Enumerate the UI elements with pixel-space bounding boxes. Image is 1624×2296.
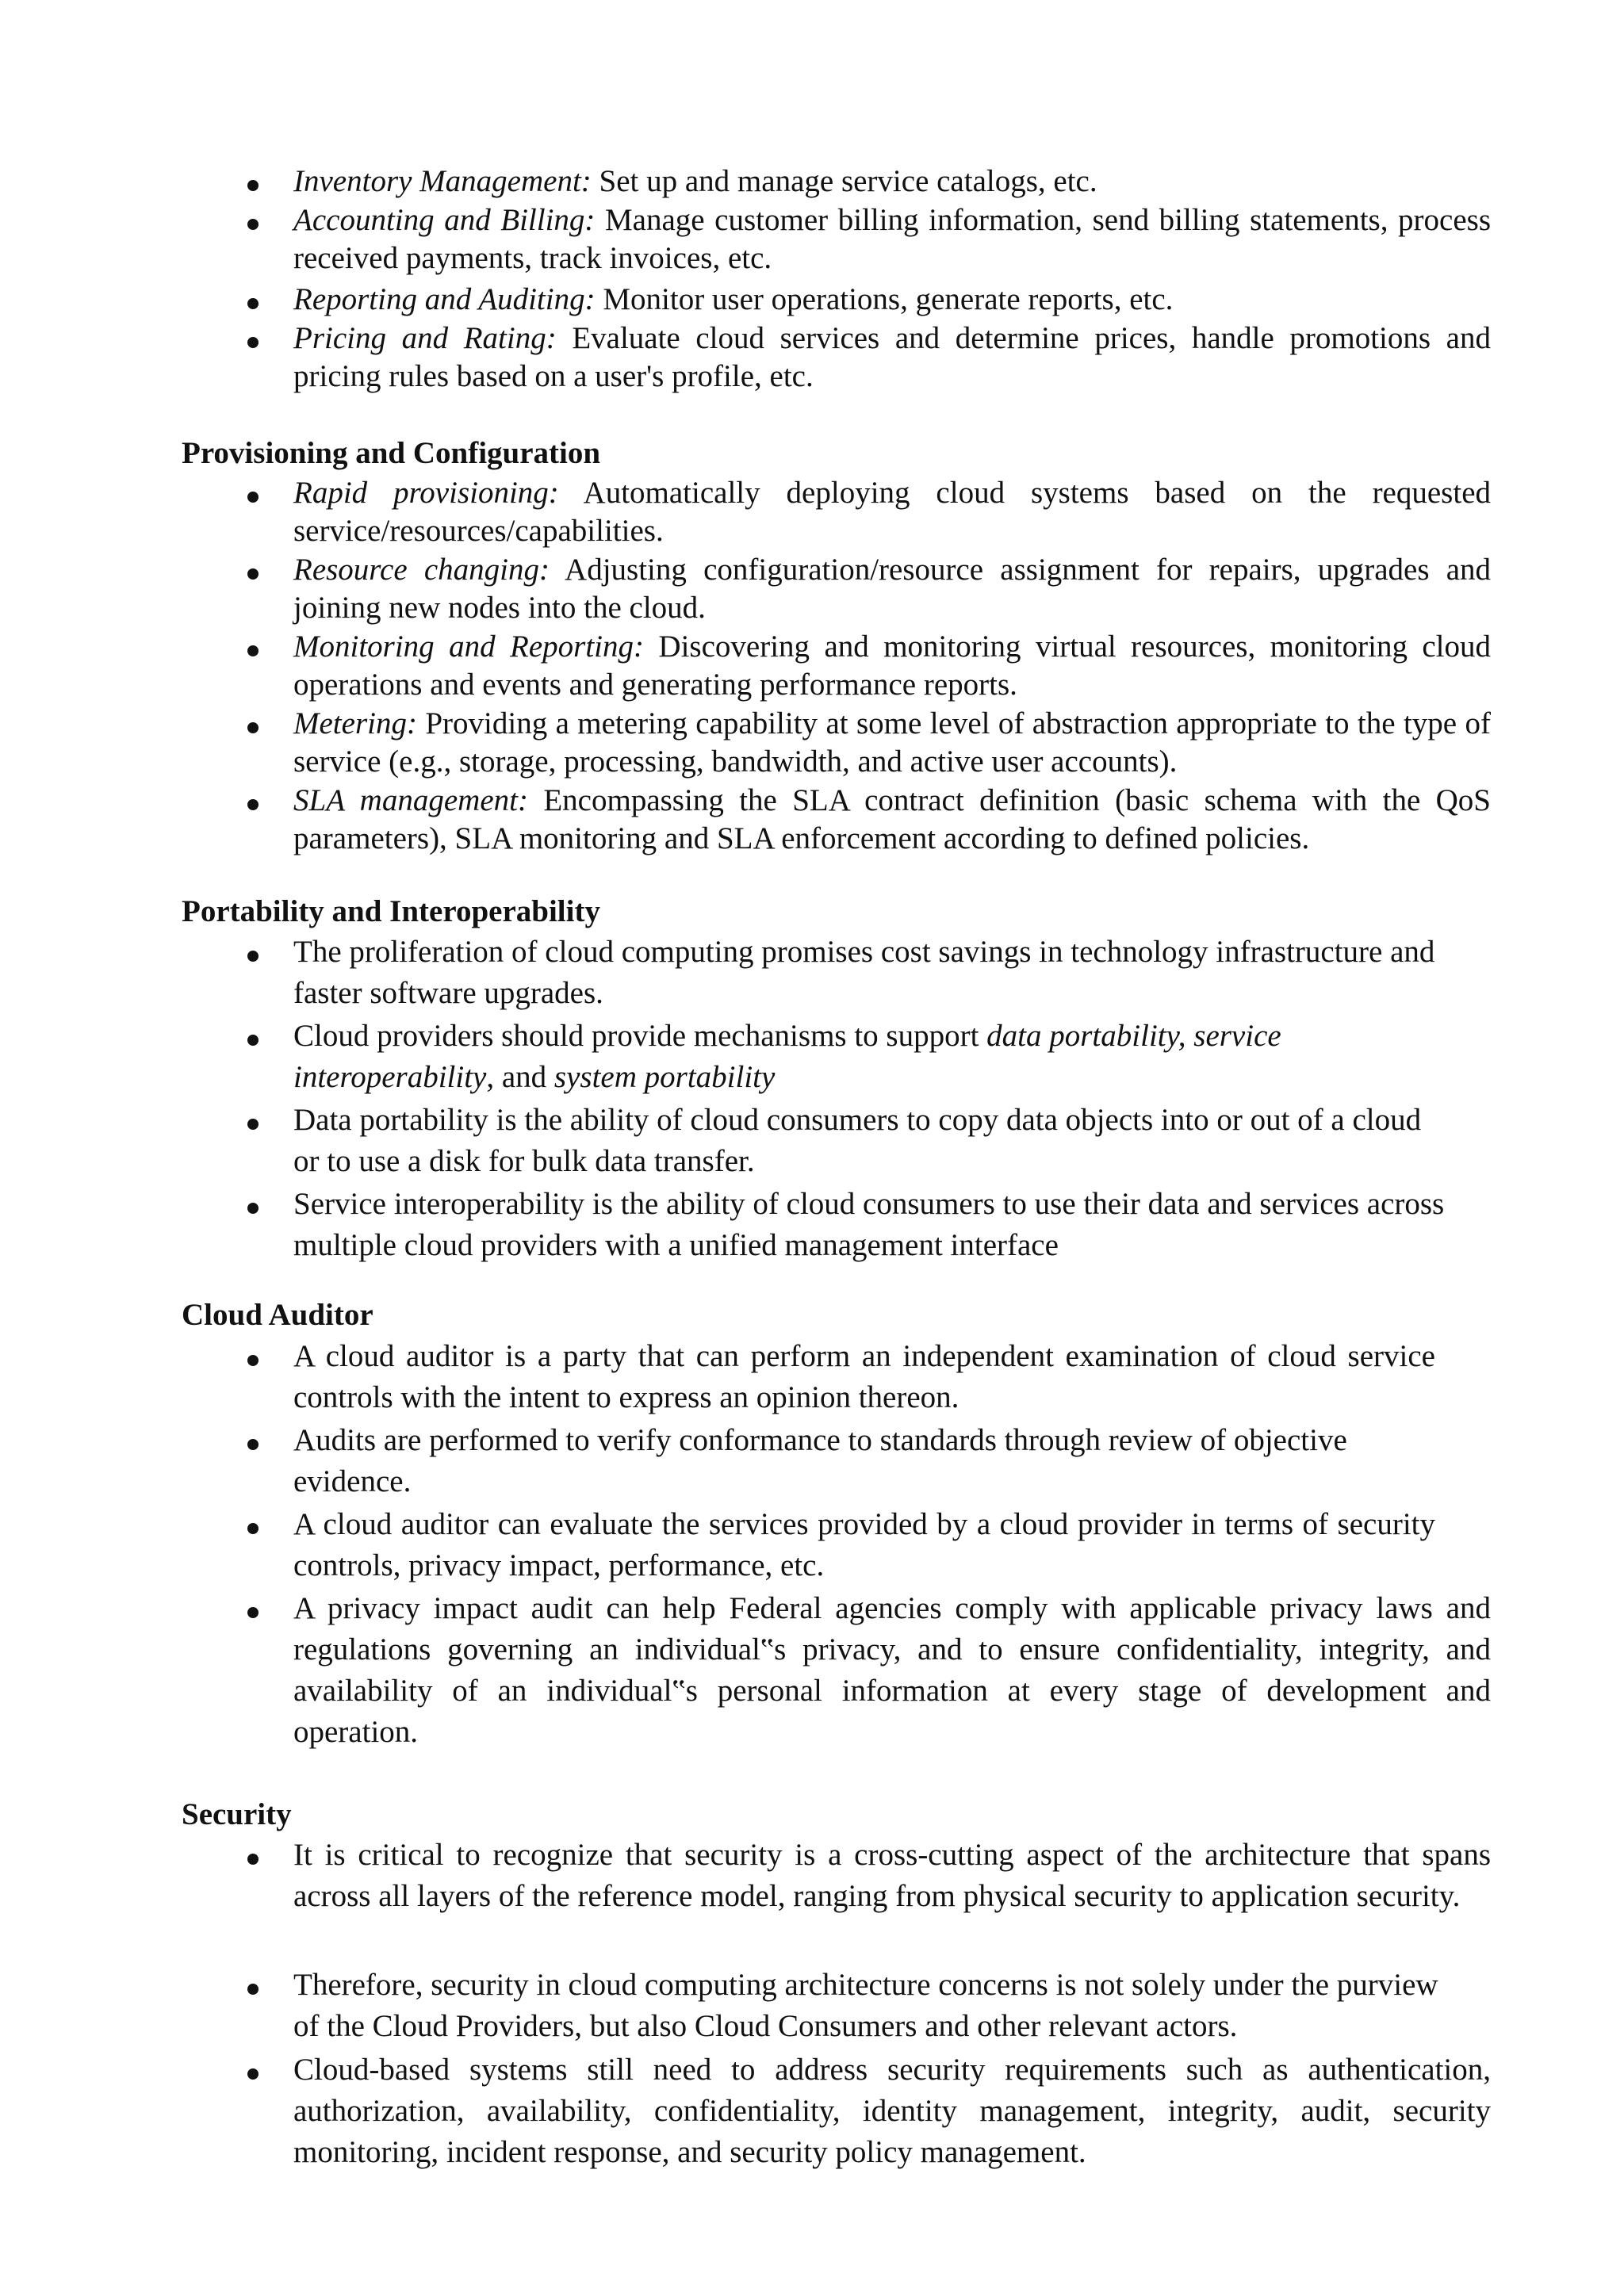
bullet-icon (247, 1439, 259, 1450)
item-term: SLA management: (293, 783, 528, 817)
list-item-text: The proliferation of cloud computing promises cost savings in technology infrastructure and faster software upgrades. (293, 935, 1435, 1010)
list-item-text: Audits are performed to verify conformance to standards through review of objective evidence. (293, 1423, 1347, 1498)
item-desc: Manage customer billing information, send billing statements, process received payments, track invoices, etc. (293, 203, 1491, 275)
bullet-icon (247, 1523, 259, 1534)
bullet-icon (247, 1203, 259, 1214)
bullet-icon (247, 492, 259, 503)
bullet-icon (247, 180, 259, 191)
bullet-icon (247, 1984, 259, 1995)
item-term: Rapid provisioning: (293, 476, 559, 510)
item-term: Pricing and Rating: (293, 321, 557, 355)
list-item-text (293, 163, 1503, 201)
list-item-text (293, 201, 1491, 277)
list-item-text: A cloud auditor is a party that can perform an independent examination of cloud service controls with the intent to express an opinion thereon. (293, 1339, 1435, 1414)
list-item-text: Data portability is the ability of cloud consumers to copy data objects into or out of a cloud or to use a disk for bulk data transfer. (293, 1103, 1422, 1178)
item-desc: Adjusting configuration/resource assignment for repairs, upgrades and joining new nodes into the cloud. (293, 553, 1492, 625)
list-item-text (293, 551, 1491, 627)
item-text-emphasis: data portability, service interoperability (293, 1019, 1281, 1094)
bullet-icon (247, 799, 259, 810)
bullet-icon (247, 1607, 259, 1618)
list-item-text (293, 281, 1503, 319)
item-text-emphasis: system portability (553, 1060, 776, 1094)
bullet-icon (247, 1119, 259, 1130)
bullet-icon (247, 1355, 259, 1366)
bullet-icon (247, 722, 259, 733)
item-term: Metering: (293, 706, 417, 740)
bullet-icon (247, 1035, 259, 1046)
item-desc: Automatically deploying cloud systems based on the requested service/resources/capabilities. (293, 476, 1491, 548)
item-term: Inventory Management: (293, 164, 592, 198)
item-desc: Set up and manage service catalogs, etc. (591, 164, 1097, 198)
list-item-text: Cloud-based systems still need to address security requirements such as authentication, authorization, availability, confidentiality, identity management, integrity, audit, security monitoring, incident response, and security policy management. (293, 2053, 1491, 2169)
list-item-text (293, 782, 1491, 858)
bullet-icon (247, 298, 259, 309)
list-item-text: A privacy impact audit can help Federal agencies comply with applicable privacy laws and regulations governing an individual‟s privacy, and to ensure confidentiality, integrity, and availability of an individual‟s personal information at every stage of development and operation. (293, 1591, 1491, 1749)
bullet-icon (247, 645, 259, 656)
list-item-text: A cloud auditor can evaluate the services provided by a cloud provider in terms of security controls, privacy impact, performance, etc. (293, 1507, 1435, 1582)
item-desc: Monitor user operations, generate reports, etc. (595, 282, 1174, 316)
section-heading-portability: Portability and Interoperability (182, 894, 600, 928)
list-item-text (293, 474, 1491, 550)
list-item-text (293, 628, 1491, 704)
item-desc: Evaluate cloud services and determine prices, handle promotions and pricing rules based on a user's profile, etc. (293, 321, 1491, 393)
bullet-icon (247, 219, 259, 230)
section-heading-provisioning: Provisioning and Configuration (182, 436, 601, 470)
section-heading-auditor: Cloud Auditor (182, 1298, 373, 1332)
item-desc: Encompassing the SLA contract definition (basic schema with the QoS parameters), SLA monitoring and SLA enforcement according to defined policies. (293, 783, 1491, 855)
item-desc: Discovering and monitoring virtual resources, monitoring cloud operations and events and generating performance reports. (293, 629, 1492, 702)
bullet-icon (247, 568, 259, 580)
item-term: Reporting and Auditing: (293, 282, 596, 316)
item-desc: Providing a metering capability at some level of abstraction appropriate to the type of service (e.g., storage, processing, bandwidth, and active user accounts). (293, 706, 1491, 779)
item-term: Accounting and Billing: (293, 203, 596, 237)
bullet-icon (247, 951, 259, 962)
list-item-text: Therefore, security in cloud computing architecture concerns is not solely under the purview of the Cloud Providers, but also Cloud Consumers and other relevant actors. (293, 1968, 1438, 2043)
item-text-part: Cloud providers should provide mechanisms to support (293, 1019, 987, 1053)
item-text-part: , and (486, 1060, 554, 1094)
bullet-icon (247, 1854, 259, 1865)
item-term: Resource changing: (293, 553, 550, 587)
item-term: Monitoring and Reporting: (293, 629, 644, 664)
list-item-text (293, 320, 1491, 396)
list-item-text (293, 1016, 1380, 1098)
section-heading-security: Security (182, 1797, 292, 1831)
list-item-text: Service interoperability is the ability of cloud consumers to use their data and services across multiple cloud providers with a unified management interface (293, 1187, 1445, 1262)
bullet-icon (247, 337, 259, 348)
list-item-text (293, 705, 1491, 781)
list-item-text: It is critical to recognize that security is a cross-cutting aspect of the architecture that spans across all layers of the reference model, ranging from physical security to application security. (293, 1838, 1491, 1913)
bullet-icon (247, 2068, 259, 2080)
